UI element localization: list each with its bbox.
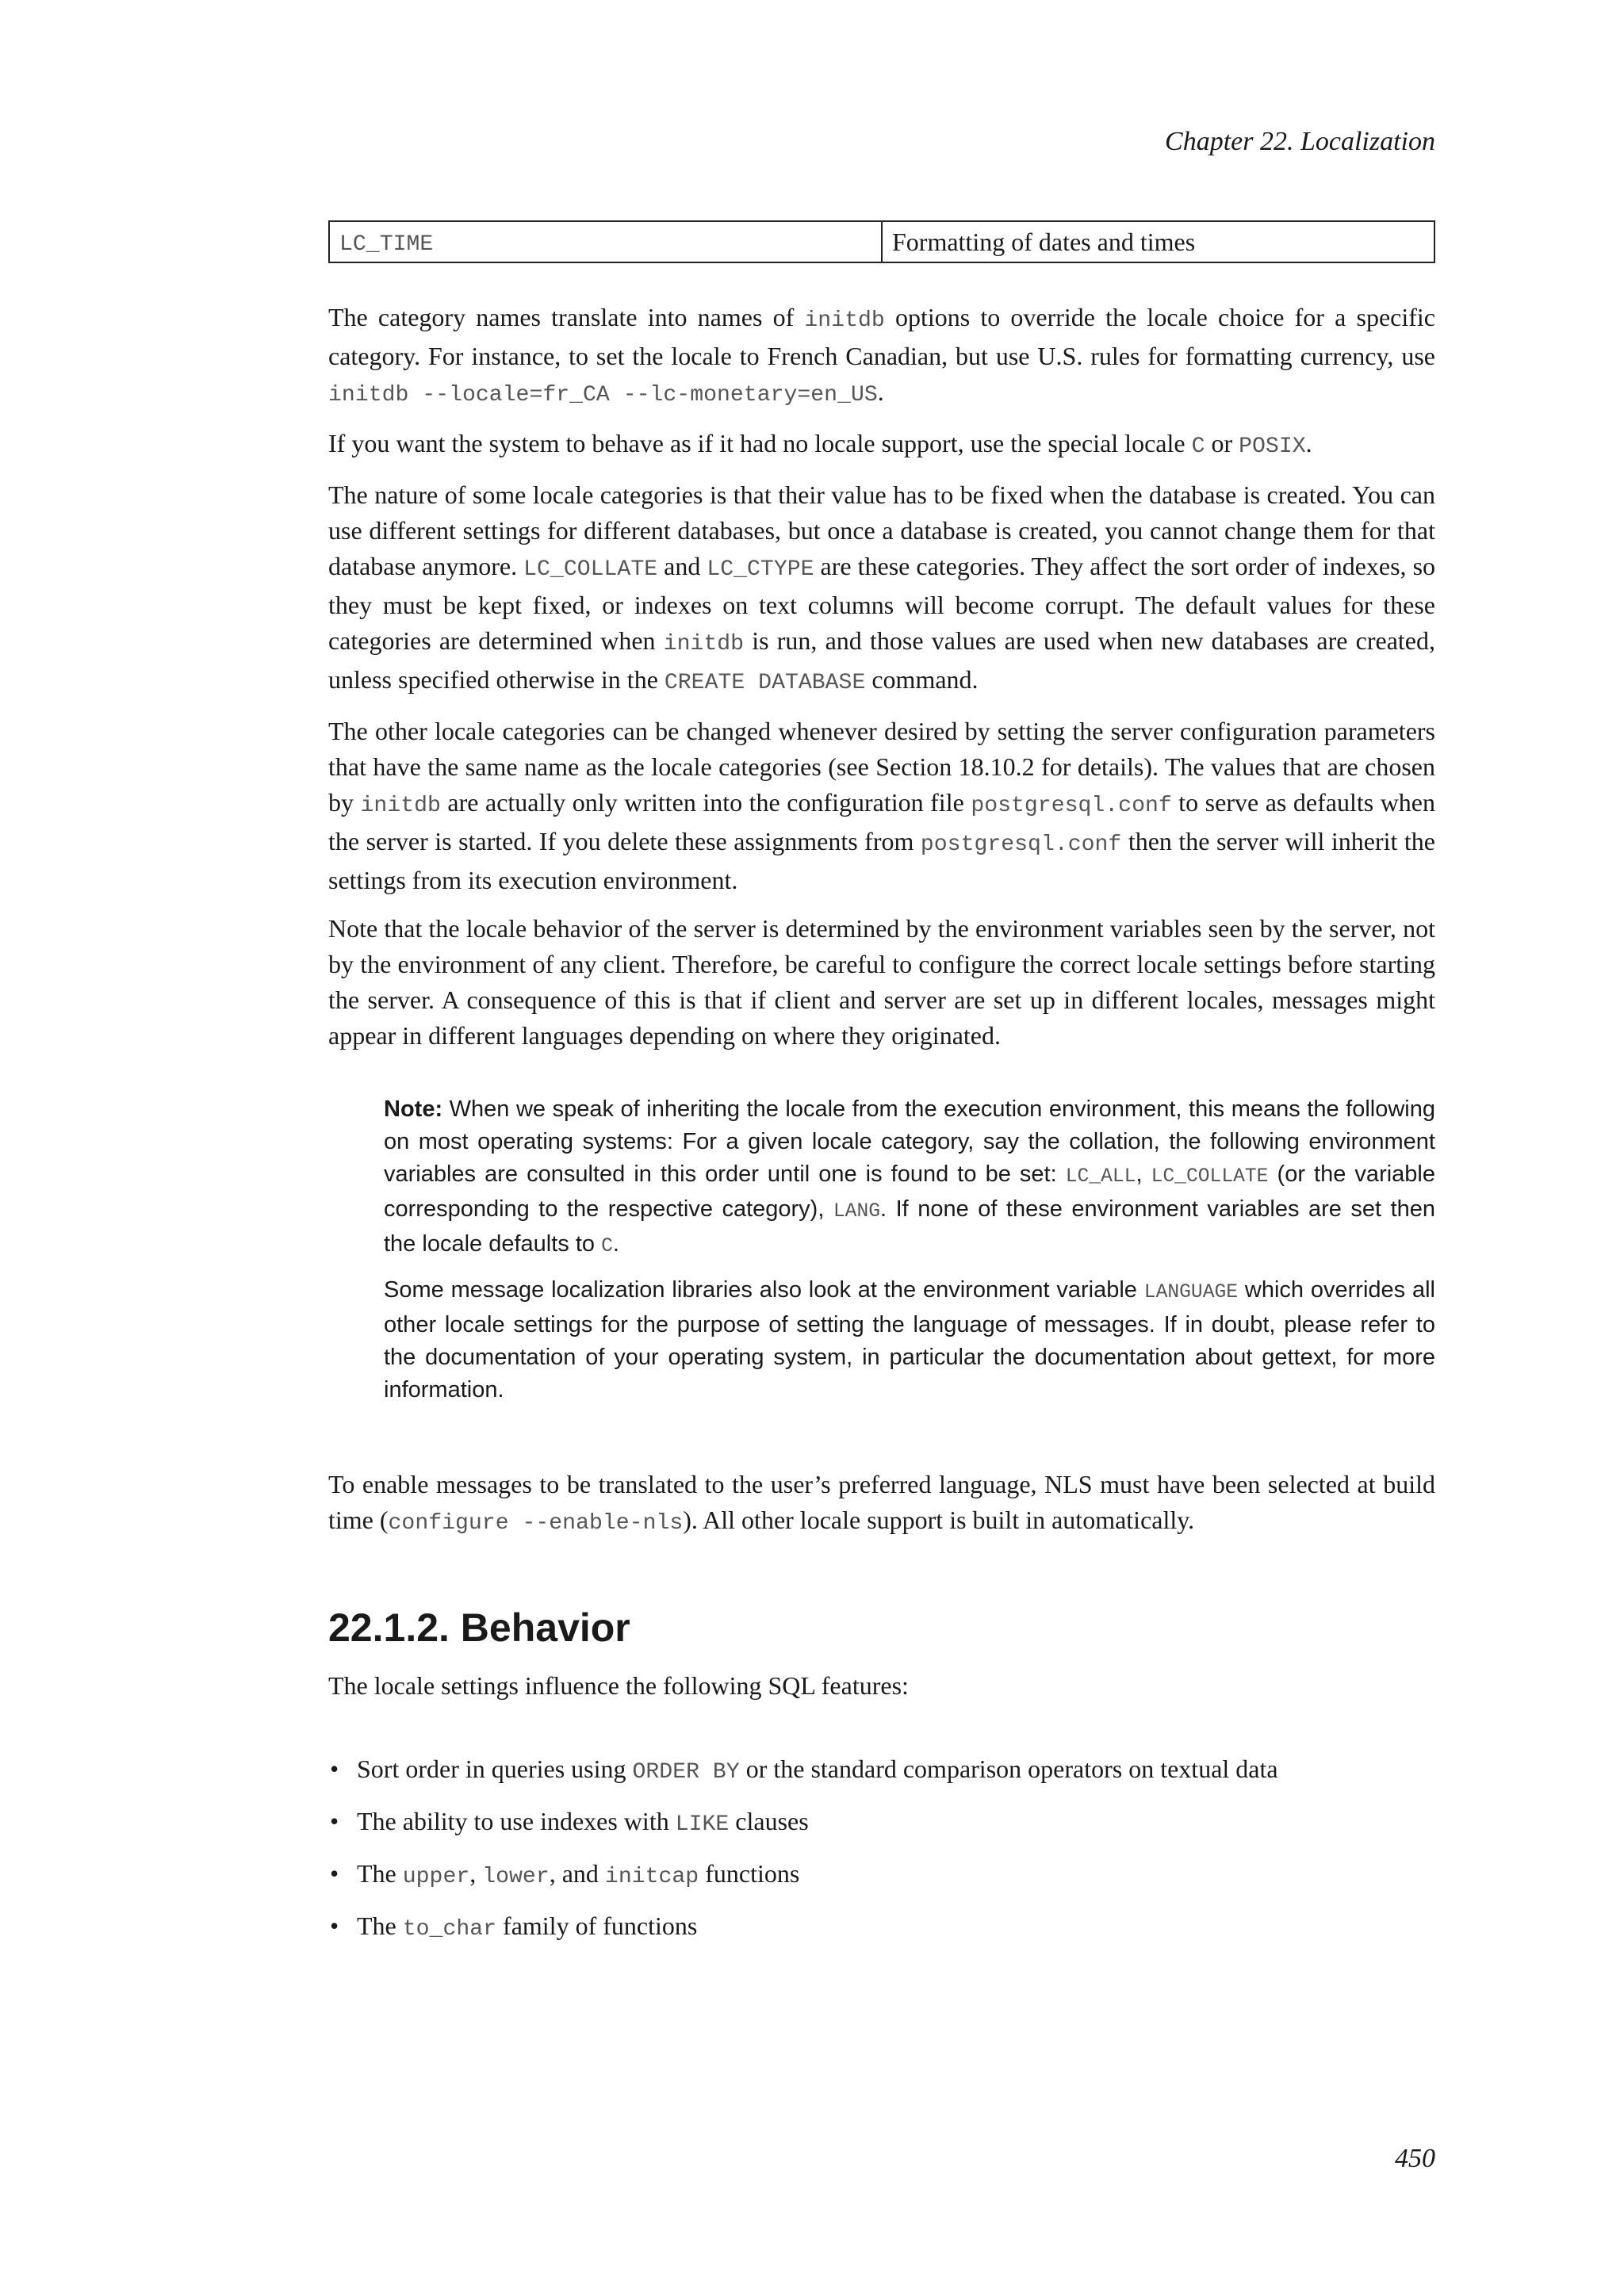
list-item: • The ability to use indexes with LIKE clauses: [328, 1804, 1435, 1843]
table-row: [329, 221, 1434, 262]
paragraph-fixed-categories: The nature of some locale categories is that their value has to be fixed when the database is created. You can use different settings for different databases, but once a database is created, you cannot change them for that database anymore. LC_COLLATE and LC_CTYPE are these categories. They affect the sort order of indexes, so they must be kept fixed, or indexes on text columns will become corrupt. The default values for these categories are determined when initdb is run, and those values are used when new databases are created, unless specified otherwise in the CREATE DATABASE command.: [328, 480, 1436, 695]
locale-category-table: [328, 220, 1435, 263]
paragraph-other-categories: The other locale categories can be changed whenever desired by setting the server configuration parameters that have the same name as the locale categories (see Section 18.10.2 for details). The values that are chosen by initdb are actually only written into the configuration file postgresql.conf to serve as defaults when the server is started. If you delete these assignments from postgresql.conf then the server will inherit the settings from its execution environment.: [328, 717, 1436, 894]
page-number: 450: [1395, 2144, 1435, 2173]
bullet-icon: •: [330, 1911, 339, 1940]
note-box: [384, 1093, 1435, 1406]
running-header: Chapter 22. Localization: [1165, 127, 1435, 156]
note-paragraph-inheritance: Note: When we speak of inheriting the locale from the execution environment, this means the following on most operating systems: For a given locale category, say the collation, the following environment variables are consulted in this order until one is found to be set: LC_ALL, LC_COLLATE (or the variable corresponding to the respective category), LANG. If none of these environment variables are set then the locale defaults to C.: [384, 1096, 1436, 1257]
note-paragraph-language: Some message localization libraries also look at the environment variable LANGUAGE which overrides all other locale settings for the purpose of setting the language of messages. If in doubt, please refer to the documentation of your operating system, in particular the documentation about gettext, for more information.: [384, 1277, 1435, 1402]
bullet-icon: •: [330, 1807, 339, 1835]
bullet-icon: •: [330, 1755, 339, 1783]
section-heading: 22.1.2. Behavior: [328, 1605, 630, 1650]
main-content: [328, 300, 1435, 1961]
table-cell-description: Formatting of dates and times: [882, 221, 1434, 262]
bullet-icon: •: [330, 1859, 339, 1888]
table-cell-category: LC_TIME: [329, 221, 882, 262]
paragraph-server-environment: Note that the locale behavior of the server is determined by the environment variables seen by the server, not by the environment of any client. Therefore, be careful to configure the correct locale settings before starting the server. A consequence of this is that if client and server are set up in different locales, messages might appear in different languages depending on where they originated.: [328, 914, 1435, 1050]
sql-features-list: [328, 1751, 1435, 1947]
paragraph-category-names: The category names translate into names of initdb options to override the locale choice for a specific category. For instance, to set the locale to French Canadian, but use U.S. rules for formatting currency, use initdb --locale=fr_CA --lc-monetary=en_US.: [328, 303, 1436, 408]
paragraph-sql-features-intro: The locale settings influence the following SQL features:: [328, 1671, 909, 1700]
paragraph-nls: To enable messages to be translated to the user’s preferred language, NLS must have been selected at build time (configure --enable-nls). All other locale support is built in automatically.: [328, 1470, 1435, 1536]
paragraph-no-locale: If you want the system to behave as if it had no locale support, use the special locale C or POSIX.: [328, 429, 1312, 459]
list-item: • The to_char family of functions: [328, 1908, 1435, 1947]
list-item: • The upper, lower, and initcap functions: [328, 1856, 1435, 1895]
list-item: • Sort order in queries using ORDER BY or the standard comparison operators on textual data: [328, 1751, 1435, 1790]
note-label: Note:: [384, 1096, 443, 1122]
